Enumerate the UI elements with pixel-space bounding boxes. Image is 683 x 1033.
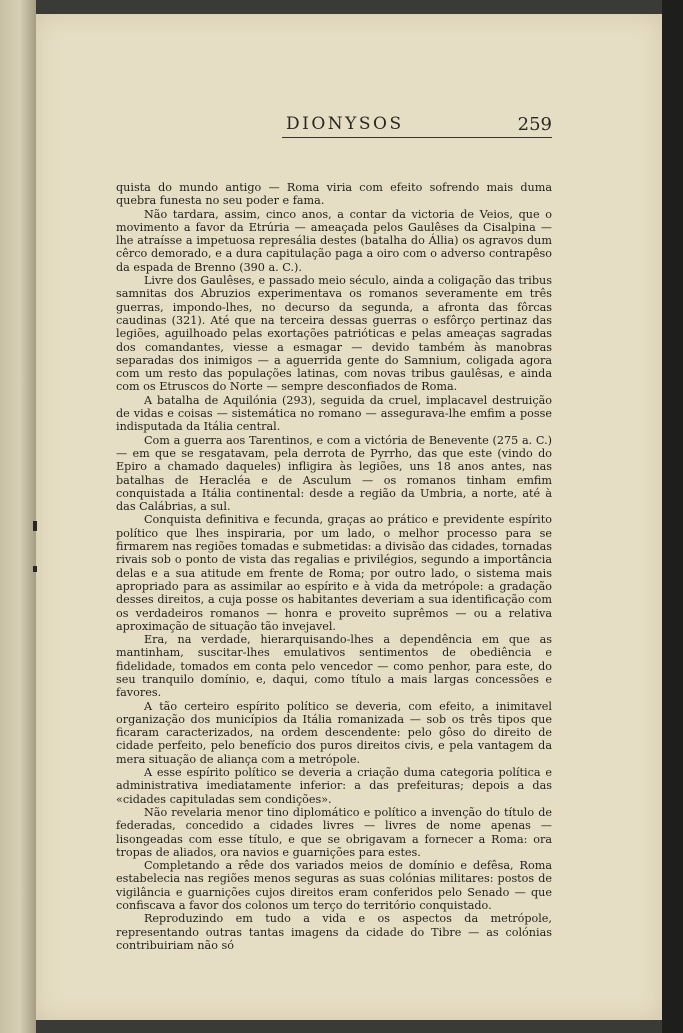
paragraph: Completando a rêde dos variados meios de domínio e defêsa, Roma estabelecia nas regiões menos seguras as suas colónias militares: postos de vigilância e guarnições cujos direitos eram conferidos pelo Senado — que confiscava a favor dos colonos um terço do território conquistado.: [116, 859, 552, 913]
paragraph: A esse espírito político se deveria a criação duma categoria política e administrativa imediatamente inferior: a das prefeituras; depois a das «cidades capituladas sem condições».: [116, 766, 552, 806]
body-text: [116, 181, 552, 952]
paragraph: Com a guerra aos Tarentinos, e com a victória de Benevente (275 a. C.) — em que se resgatavam, pela derrota de Pyrrho, das que este (vindo do Epiro a chamado daqueles) infligira às legiões, uns 18 anos antes, nas batalhas de Heracléa e de Asculum — os romanos tinham emfim conquistada a Itália continental: desde a região da Umbria, a norte, até à das Calábrias, a sul.: [116, 433, 552, 514]
paragraph: Era, na verdade, hierarquisando-lhes a dependência em que as mantinham, suscitar-lhes emulativos sentimentos de obediência e fidelidade, tomados em conta pelo vencedor — como penhor, para este, do seu tranquilo domínio, e, daqui, como título a mais largas concessões e favores.: [116, 633, 552, 700]
paragraph: Livre dos Gaulêses, e passado meio século, ainda a coligação das tribus samnitas dos Abruzios experimentava os romanos severamente em três guerras, impondo-lhes, no decurso da segunda, a afronta das fôrcas caudinas (321). Até que na terceira dessas guerras o esfôrço pertinaz das legiões, aguilhoado pelas exortações patrióticas e pelas ameaças sagradas dos comandantes, viesse a esmagar — devido também às manobras separadas dos inimigos — a aguerrida gente do Samnium, coligada agora com um resto das populações latinas, com novas tribus gaulêsas, e ainda com os Etruscos do Norte — sempre desconfiados de Roma.: [116, 274, 552, 394]
margin-mark: [33, 521, 37, 531]
page-number: 259: [517, 114, 552, 135]
paragraph: Não tardara, assim, cinco anos, a contar da victoria de Veios, que o movimento a favor da Etrúria — ameaçada pelos Gaulêses da Cisalpina — lhe atraísse a impetuosa represália destes (batalha do Állia) os agravos dum cêrco demorado, e a dura capitulação paga a oiro com o adverso contrapêso da espada de Brenno (390 a. C.).: [116, 207, 552, 274]
paragraph: A tão certeiro espírito político se deveria, com efeito, a inimitavel organização dos municípios da Itália romanizada — sob os três tipos que ficaram caracterizados, na ordem descendente: pelo gôso do direito de cidade perfeito, pelo benefício dos puros direitos civis, e pela vantagem da mera situação de aliança com a metrópole.: [116, 699, 552, 766]
paragraph: quista do mundo antigo — Roma viria com efeito sofrendo mais duma quebra funesta no seu poder e fama.: [116, 181, 552, 208]
paragraph: Conquista definitiva e fecunda, graças ao prático e previdente espírito político que lhes inspiraria, por um lado, o melhor processo para se firmarem nas regiões tomadas e submetidas: a divisão das cidades, tornadas rivais sob o ponto de vista das regalias e privilégios, segundo a importância delas e a sua atitude em frente de Roma; por outro lado, o sistema mais apropriado para as assimilar ao espírito e à vida da metrópole: a gradação desses direitos, a cuja posse os habitantes deveriam a sua identificação com os verdadeiros romanos — honra e proveito suprêmos — ou a relativa aproximação de situação tão invejavel.: [116, 513, 552, 633]
adjacent-page-edge: [0, 0, 36, 1033]
paragraph: A batalha de Aquilónia (293), seguida da cruel, implacavel destruição de vidas e coisas — sistemática no romano — assegurava-lhe emfim a posse indisputada da Itália central.: [116, 393, 552, 434]
header-rule: [282, 137, 552, 138]
scan-background: [662, 0, 683, 1033]
paragraph: Não revelaria menor tino diplomático e político a invenção do título de federadas, concedido a cidades livres — livres de nome apenas — lisongeadas com esse título, e que se obrigavam a fornecer a Roma: ora tropas de aliados, ora navios e guarnições para estes.: [116, 805, 552, 859]
margin-mark: [33, 566, 37, 572]
paragraph: Reproduzindo em tudo a vida e os aspectos da metrópole, representando outras tantas imagens da cidade do Tibre — as colónias contribuiriam não só: [116, 912, 552, 952]
running-title: DIONYSOS: [286, 114, 404, 134]
page-header: [280, 114, 552, 138]
